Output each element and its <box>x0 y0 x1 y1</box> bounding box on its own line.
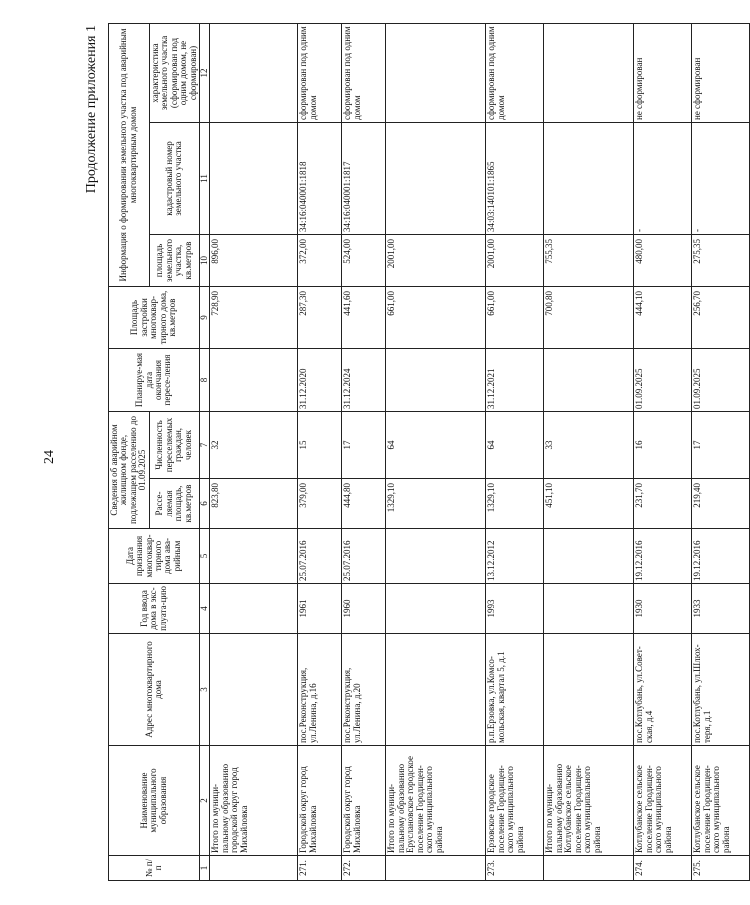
cell-land-area: 524,00 <box>342 235 386 287</box>
cell-build-area: 256,70 <box>692 287 750 349</box>
cell-land-char <box>544 23 634 122</box>
column-number: 2 <box>199 746 209 856</box>
table-row <box>544 23 634 880</box>
table-body <box>210 23 750 880</box>
cell-end-date: 31.12.2020 <box>298 349 342 412</box>
cell-build-area: 728,90 <box>210 287 298 349</box>
cell-municipality: Котлубанское сельское поселение Городищен-ского муниципального района <box>634 746 692 856</box>
cell-year: 1933 <box>692 584 750 634</box>
cell-build-area: 700,80 <box>544 287 634 349</box>
cell-municipality: Итого по муници-пальному образованию городской округ город Михайловка <box>210 746 298 856</box>
cell-people: 64 <box>386 412 486 479</box>
column-number: 8 <box>199 349 209 412</box>
cell-land-char: не сформирован <box>692 23 750 122</box>
cell-land-char <box>210 23 298 122</box>
cell-area: 823,80 <box>210 479 298 529</box>
cell-land-char <box>386 23 486 122</box>
cell-address <box>544 634 634 746</box>
cell-land-area: 2001,00 <box>386 235 486 287</box>
page-number: 24 <box>42 450 57 464</box>
cell-cadastre: - <box>634 123 692 235</box>
cell-recognition-date: 19.12.2016 <box>634 529 692 584</box>
cell-year <box>210 584 298 634</box>
cell-address <box>386 634 486 746</box>
column-number: 11 <box>199 123 209 235</box>
cell-end-date <box>210 349 298 412</box>
header-col-cadastre: кадастровый номер земельного участка <box>149 123 199 235</box>
header-col-address: Адрес многоквартирного дома <box>109 634 200 746</box>
cell-land-area: 896,00 <box>210 235 298 287</box>
cell-year: 1961 <box>298 584 342 634</box>
cell-build-area: 661,00 <box>486 287 544 349</box>
column-number: 12 <box>199 23 209 122</box>
cell-municipality: Итого по муници-пальному образованию Еруслановское городское поселение Городищен-ского муниципального района <box>386 746 486 856</box>
cell-cadastre: - <box>692 123 750 235</box>
table-header <box>109 23 210 880</box>
cell-area: 231,70 <box>634 479 692 529</box>
cell-cadastre: 34:03:140101:1865 <box>486 123 544 235</box>
header-col-people: Численность переселяемых граждан, человек <box>149 412 199 479</box>
cell-people: 64 <box>486 412 544 479</box>
cell-people: 33 <box>544 412 634 479</box>
rotated-page <box>82 0 731 905</box>
cell-cadastre <box>210 123 298 235</box>
cell-recognition-date <box>386 529 486 584</box>
header-col-municipality: Наименование муниципального образования <box>109 746 200 856</box>
cell-number <box>210 856 298 881</box>
cell-municipality: Городской округ город Михайловка <box>342 746 386 856</box>
header-col-land-char: характеристика земельного участка (сформирован под одним домом, не сформирован) <box>149 23 199 122</box>
cell-year: 1960 <box>342 584 386 634</box>
table-row <box>386 23 486 880</box>
column-number: 3 <box>199 634 209 746</box>
cell-people: 17 <box>692 412 750 479</box>
column-number: 1 <box>199 856 209 881</box>
header-col-build-area: Площадь застройки многоквар-тирного дома, кв.метров <box>109 287 200 349</box>
cell-address: пос.Котлубань, ул.Совет-ская, д.4 <box>634 634 692 746</box>
cell-recognition-date: 19.12.2016 <box>692 529 750 584</box>
column-number: 10 <box>199 235 209 287</box>
cell-land-area: 275,35 <box>692 235 750 287</box>
cell-year <box>544 584 634 634</box>
cell-recognition-date: 13.12.2012 <box>486 529 544 584</box>
cell-number: 275. <box>692 856 750 881</box>
cell-end-date <box>386 349 486 412</box>
cell-build-area: 287,30 <box>298 287 342 349</box>
cell-land-char: сформирован под одним домом <box>342 23 386 122</box>
cell-area: 451,10 <box>544 479 634 529</box>
cell-area: 219,40 <box>692 479 750 529</box>
cell-build-area: 661,00 <box>386 287 486 349</box>
header-col-land-area: площадь земельного участка, кв.метров <box>149 235 199 287</box>
cell-number <box>386 856 486 881</box>
cell-people: 15 <box>298 412 342 479</box>
table-row <box>210 23 298 880</box>
cell-people: 17 <box>342 412 386 479</box>
header-group-housing: Сведения об аварийном жилищном фонде, подлежащем расселению до 01.09.2025 <box>109 412 150 529</box>
cell-land-area: 480,00 <box>634 235 692 287</box>
cell-land-char: сформирован под одним домом <box>486 23 544 122</box>
table-row <box>342 23 386 880</box>
appendix-title: Продолжение приложения 1 <box>84 25 99 194</box>
cell-area: 1329,10 <box>386 479 486 529</box>
cell-people: 16 <box>634 412 692 479</box>
cell-end-date <box>544 349 634 412</box>
column-number: 9 <box>199 287 209 349</box>
cell-land-char: сформирован под одним домом <box>298 23 342 122</box>
header-group-land: Информация о формировании земельного участка под аварийным многоквартирным домом <box>109 23 150 286</box>
cell-end-date: 01.09.2025 <box>634 349 692 412</box>
cell-people: 32 <box>210 412 298 479</box>
cell-address: пос.Реконструкция, ул.Ленина, д.16 <box>298 634 342 746</box>
cell-number: 274. <box>634 856 692 881</box>
cell-number: 271. <box>298 856 342 881</box>
cell-land-char: не сформирован <box>634 23 692 122</box>
cell-cadastre: 34:16:040001:1817 <box>342 123 386 235</box>
cell-build-area: 444,10 <box>634 287 692 349</box>
cell-area: 379,00 <box>298 479 342 529</box>
column-number: 7 <box>199 412 209 479</box>
header-col-recognition-date: Дата признания многоквар-тирного дома ава-рийным <box>109 529 200 584</box>
table-row <box>692 23 750 880</box>
column-number: 4 <box>199 584 209 634</box>
cell-land-area: 2001,00 <box>486 235 544 287</box>
header-col-end-date: Планируе-мая дата окончания пересе-ления <box>109 349 200 412</box>
cell-address: пос.Реконструкция, ул.Ленина, д.20 <box>342 634 386 746</box>
cell-recognition-date <box>210 529 298 584</box>
cell-area: 1329,10 <box>486 479 544 529</box>
cell-cadastre: 34:16:040001:1818 <box>298 123 342 235</box>
header-col-number: № п/п <box>109 856 200 881</box>
cell-number: 273. <box>486 856 544 881</box>
column-number: 6 <box>199 479 209 529</box>
header-col-year: Год ввода дома в экс-плуата-цию <box>109 584 200 634</box>
cell-land-area: 372,00 <box>298 235 342 287</box>
cell-municipality: Городской округ город Михайловка <box>298 746 342 856</box>
cell-cadastre <box>386 123 486 235</box>
cell-number <box>544 856 634 881</box>
cell-address: р.п.Ерзовка, ул.Комсо-мольская, квартал 5, д.1 <box>486 634 544 746</box>
column-number: 5 <box>199 529 209 584</box>
cell-municipality: Ерзовское городское поселение Городищен-ского муниципального района <box>486 746 544 856</box>
cell-area: 444,80 <box>342 479 386 529</box>
table-row <box>486 23 544 880</box>
cell-recognition-date <box>544 529 634 584</box>
cell-end-date: 31.12.2024 <box>342 349 386 412</box>
cell-number: 272. <box>342 856 386 881</box>
cell-end-date: 01.09.2025 <box>692 349 750 412</box>
table-row <box>634 23 692 880</box>
cell-municipality: Итого по муници-пальному образованию Котлубанское сельское поселение Городищен-ского муниципального района <box>544 746 634 856</box>
cell-year: 1930 <box>634 584 692 634</box>
cell-end-date: 31.12.2021 <box>486 349 544 412</box>
cell-address: пос.Котлубань, ул.Шлюх-теря, д.1 <box>692 634 750 746</box>
cell-recognition-date: 25.07.2016 <box>298 529 342 584</box>
cell-cadastre <box>544 123 634 235</box>
cell-recognition-date: 25.07.2016 <box>342 529 386 584</box>
table-row <box>298 23 342 880</box>
header-col-area: Рассе-ляемая площадь, кв.метров <box>149 479 199 529</box>
cell-land-area: 755,35 <box>544 235 634 287</box>
cell-year <box>386 584 486 634</box>
cell-build-area: 441,60 <box>342 287 386 349</box>
housing-registry-table <box>108 23 750 881</box>
cell-address <box>210 634 298 746</box>
cell-year: 1993 <box>486 584 544 634</box>
cell-municipality: Котлубанское сельское поселение Городищен-ского муниципального района <box>692 746 750 856</box>
column-numbers-row <box>199 23 209 880</box>
